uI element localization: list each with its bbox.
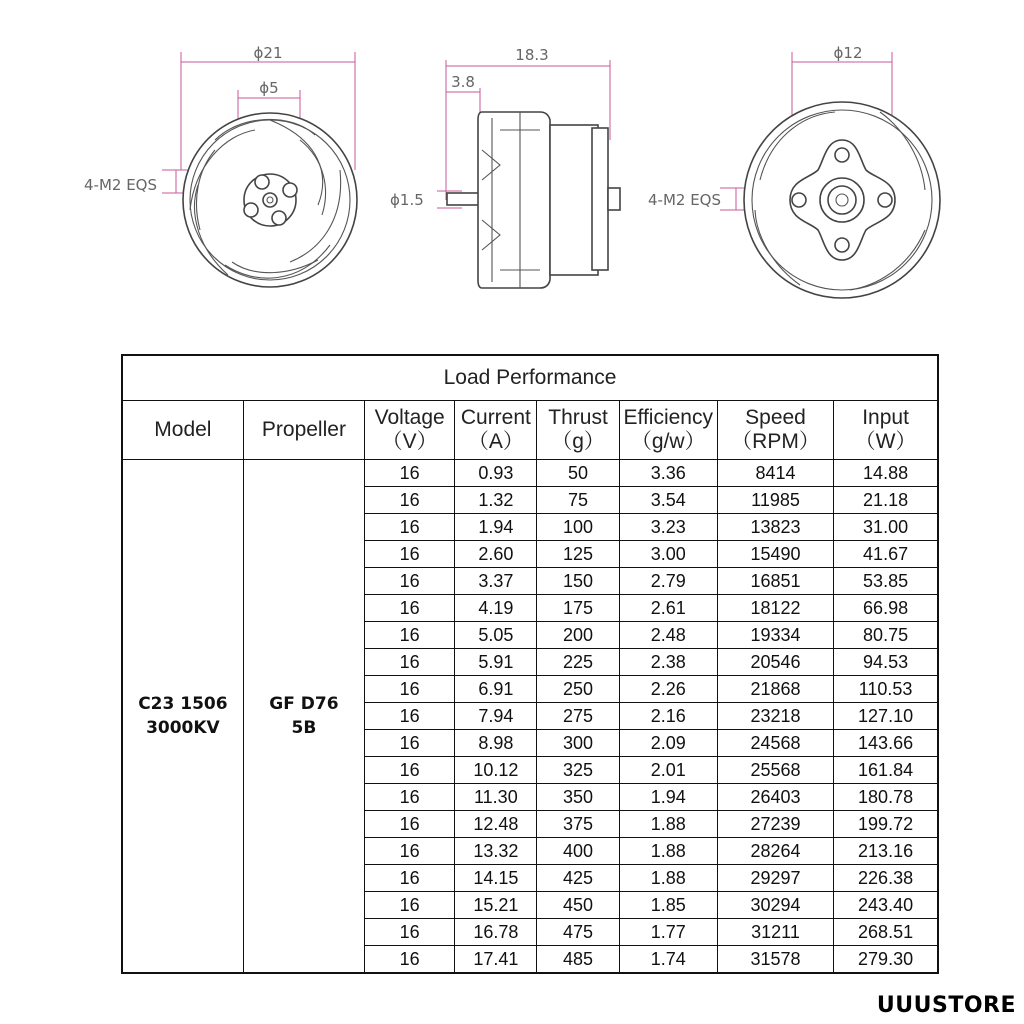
table-cell: 2.16 <box>619 703 717 730</box>
load-performance-table <box>121 354 939 974</box>
table-cell: 16 <box>365 541 455 568</box>
front-view <box>84 44 357 287</box>
back-holes-label: 4-M2 EQS <box>648 191 722 209</box>
table-cell: 26403 <box>717 784 833 811</box>
table-cell: 2.26 <box>619 676 717 703</box>
table-cell: 1.88 <box>619 811 717 838</box>
table-cell: 213.16 <box>834 838 938 865</box>
table-cell: 23218 <box>717 703 833 730</box>
table-cell: 16 <box>365 892 455 919</box>
table-cell: 143.66 <box>834 730 938 757</box>
propeller-line: GF D76 <box>269 694 339 714</box>
header-label: Current <box>460 406 531 429</box>
table-cell: 3.36 <box>619 460 717 487</box>
table-title: Load Performance <box>122 355 938 401</box>
back-view <box>648 44 940 298</box>
table-cell: 50 <box>537 460 619 487</box>
table-cell: 66.98 <box>834 595 938 622</box>
motor-dimension-drawings <box>0 0 1024 340</box>
header-label: Efficiency <box>623 406 713 429</box>
header-unit: （g/w） <box>630 430 706 453</box>
table-cell: 2.09 <box>619 730 717 757</box>
table-cell: 80.75 <box>834 622 938 649</box>
table-cell: 16851 <box>717 568 833 595</box>
table-cell: 16.78 <box>455 919 537 946</box>
table-cell: 0.93 <box>455 460 537 487</box>
table-cell: 7.94 <box>455 703 537 730</box>
table-cell: 13823 <box>717 514 833 541</box>
table-cell: 180.78 <box>834 784 938 811</box>
front-shaft-diameter-label: ϕ5 <box>259 79 279 97</box>
table-cell: 11.30 <box>455 784 537 811</box>
table-cell: 1.77 <box>619 919 717 946</box>
table-cell: 16 <box>365 622 455 649</box>
table-cell: 16 <box>365 568 455 595</box>
header-label: Thrust <box>548 406 608 429</box>
header-cell <box>455 401 537 460</box>
table-cell: 20546 <box>717 649 833 676</box>
table-header-row <box>122 401 938 460</box>
table-cell: 268.51 <box>834 919 938 946</box>
table-cell: 17.41 <box>455 946 537 974</box>
table-cell: 41.67 <box>834 541 938 568</box>
table-cell: 16 <box>365 838 455 865</box>
table-cell: 375 <box>537 811 619 838</box>
table-cell: 475 <box>537 919 619 946</box>
table-cell: 2.48 <box>619 622 717 649</box>
table-cell: 400 <box>537 838 619 865</box>
table-cell: 2.60 <box>455 541 537 568</box>
table-cell: 100 <box>537 514 619 541</box>
table-cell: 14.88 <box>834 460 938 487</box>
table-cell: 3.54 <box>619 487 717 514</box>
back-mount-diameter-label: ϕ12 <box>833 44 863 62</box>
header-unit: （RPM） <box>731 430 820 453</box>
front-holes-label: 4-M2 EQS <box>84 176 158 194</box>
header-label: Input <box>862 406 909 429</box>
header-label: Speed <box>745 406 806 429</box>
table-cell: 2.01 <box>619 757 717 784</box>
table-cell: 21.18 <box>834 487 938 514</box>
table-cell: 16 <box>365 514 455 541</box>
table-cell: 200 <box>537 622 619 649</box>
table-cell: 8414 <box>717 460 833 487</box>
header-unit: （W） <box>854 430 917 453</box>
brand-logo-text: UUUSTORE <box>876 993 1016 1018</box>
table-cell: 4.19 <box>455 595 537 622</box>
table-cell: 127.10 <box>834 703 938 730</box>
table-row <box>122 460 938 487</box>
side-shaft-diameter-label: ϕ1.5 <box>390 191 424 209</box>
table-cell: 16 <box>365 460 455 487</box>
table-cell: 1.88 <box>619 865 717 892</box>
propeller-cell <box>243 460 364 974</box>
header-cell <box>717 401 833 460</box>
model-cell <box>122 460 243 974</box>
table-cell: 30294 <box>717 892 833 919</box>
table-cell: 94.53 <box>834 649 938 676</box>
table-cell: 2.61 <box>619 595 717 622</box>
header-unit: （V） <box>381 430 438 453</box>
table-cell: 19334 <box>717 622 833 649</box>
table-cell: 1.85 <box>619 892 717 919</box>
table-cell: 199.72 <box>834 811 938 838</box>
table-cell: 5.91 <box>455 649 537 676</box>
table-cell: 3.00 <box>619 541 717 568</box>
table-cell: 3.23 <box>619 514 717 541</box>
table-cell: 15490 <box>717 541 833 568</box>
table-cell: 16 <box>365 946 455 974</box>
table-cell: 25568 <box>717 757 833 784</box>
table-cell: 14.15 <box>455 865 537 892</box>
table-cell: 31.00 <box>834 514 938 541</box>
table-cell: 16 <box>365 784 455 811</box>
table-cell: 425 <box>537 865 619 892</box>
table-cell: 279.30 <box>834 946 938 974</box>
table-cell: 18122 <box>717 595 833 622</box>
table-cell: 16 <box>365 595 455 622</box>
table-cell: 11985 <box>717 487 833 514</box>
table-cell: 16 <box>365 757 455 784</box>
side-view <box>390 46 620 288</box>
table-cell: 485 <box>537 946 619 974</box>
table-cell: 325 <box>537 757 619 784</box>
table-cell: 16 <box>365 811 455 838</box>
header-unit: （A） <box>467 430 524 453</box>
table-cell: 31211 <box>717 919 833 946</box>
table-body <box>122 460 938 974</box>
header-cell <box>537 401 619 460</box>
side-shaft-length-label: 3.8 <box>451 73 475 91</box>
table-cell: 1.94 <box>619 784 717 811</box>
table-cell: 16 <box>365 676 455 703</box>
header-cell <box>365 401 455 460</box>
table-cell: 10.12 <box>455 757 537 784</box>
table-cell: 275 <box>537 703 619 730</box>
table-cell: 2.38 <box>619 649 717 676</box>
table-cell: 16 <box>365 703 455 730</box>
table-cell: 53.85 <box>834 568 938 595</box>
table-cell: 16 <box>365 649 455 676</box>
header-cell <box>834 401 938 460</box>
table-cell: 243.40 <box>834 892 938 919</box>
table-cell: 28264 <box>717 838 833 865</box>
model-line: 3000KV <box>146 718 220 738</box>
table-cell: 6.91 <box>455 676 537 703</box>
table-cell: 450 <box>537 892 619 919</box>
table-cell: 21868 <box>717 676 833 703</box>
table-cell: 300 <box>537 730 619 757</box>
table-cell: 75 <box>537 487 619 514</box>
table-cell: 29297 <box>717 865 833 892</box>
table-cell: 225 <box>537 649 619 676</box>
table-cell: 226.38 <box>834 865 938 892</box>
table-cell: 24568 <box>717 730 833 757</box>
table-cell: 5.05 <box>455 622 537 649</box>
header-cell <box>122 401 243 460</box>
table-cell: 2.79 <box>619 568 717 595</box>
table-cell: 110.53 <box>834 676 938 703</box>
table-cell: 350 <box>537 784 619 811</box>
table-cell: 16 <box>365 865 455 892</box>
table-cell: 13.32 <box>455 838 537 865</box>
table-cell: 12.48 <box>455 811 537 838</box>
table-cell: 3.37 <box>455 568 537 595</box>
side-length-label: 18.3 <box>515 46 549 64</box>
table-cell: 175 <box>537 595 619 622</box>
header-label: Voltage <box>374 406 445 429</box>
header-label: Propeller <box>261 418 346 441</box>
table-cell: 31578 <box>717 946 833 974</box>
table-cell: 1.32 <box>455 487 537 514</box>
table-cell: 16 <box>365 487 455 514</box>
table-cell: 15.21 <box>455 892 537 919</box>
table-cell: 150 <box>537 568 619 595</box>
table-cell: 16 <box>365 730 455 757</box>
header-cell <box>243 401 364 460</box>
front-outer-diameter-label: ϕ21 <box>253 44 283 62</box>
table-cell: 161.84 <box>834 757 938 784</box>
table-cell: 1.94 <box>455 514 537 541</box>
header-label: Model <box>154 418 212 441</box>
table-cell: 1.88 <box>619 838 717 865</box>
propeller-line: 5B <box>291 718 317 738</box>
header-cell <box>619 401 717 460</box>
table-cell: 125 <box>537 541 619 568</box>
table-cell: 16 <box>365 919 455 946</box>
table-cell: 27239 <box>717 811 833 838</box>
table-cell: 8.98 <box>455 730 537 757</box>
header-unit: （g） <box>551 430 605 453</box>
table-cell: 250 <box>537 676 619 703</box>
model-line: C23 1506 <box>138 694 228 714</box>
table-cell: 1.74 <box>619 946 717 974</box>
